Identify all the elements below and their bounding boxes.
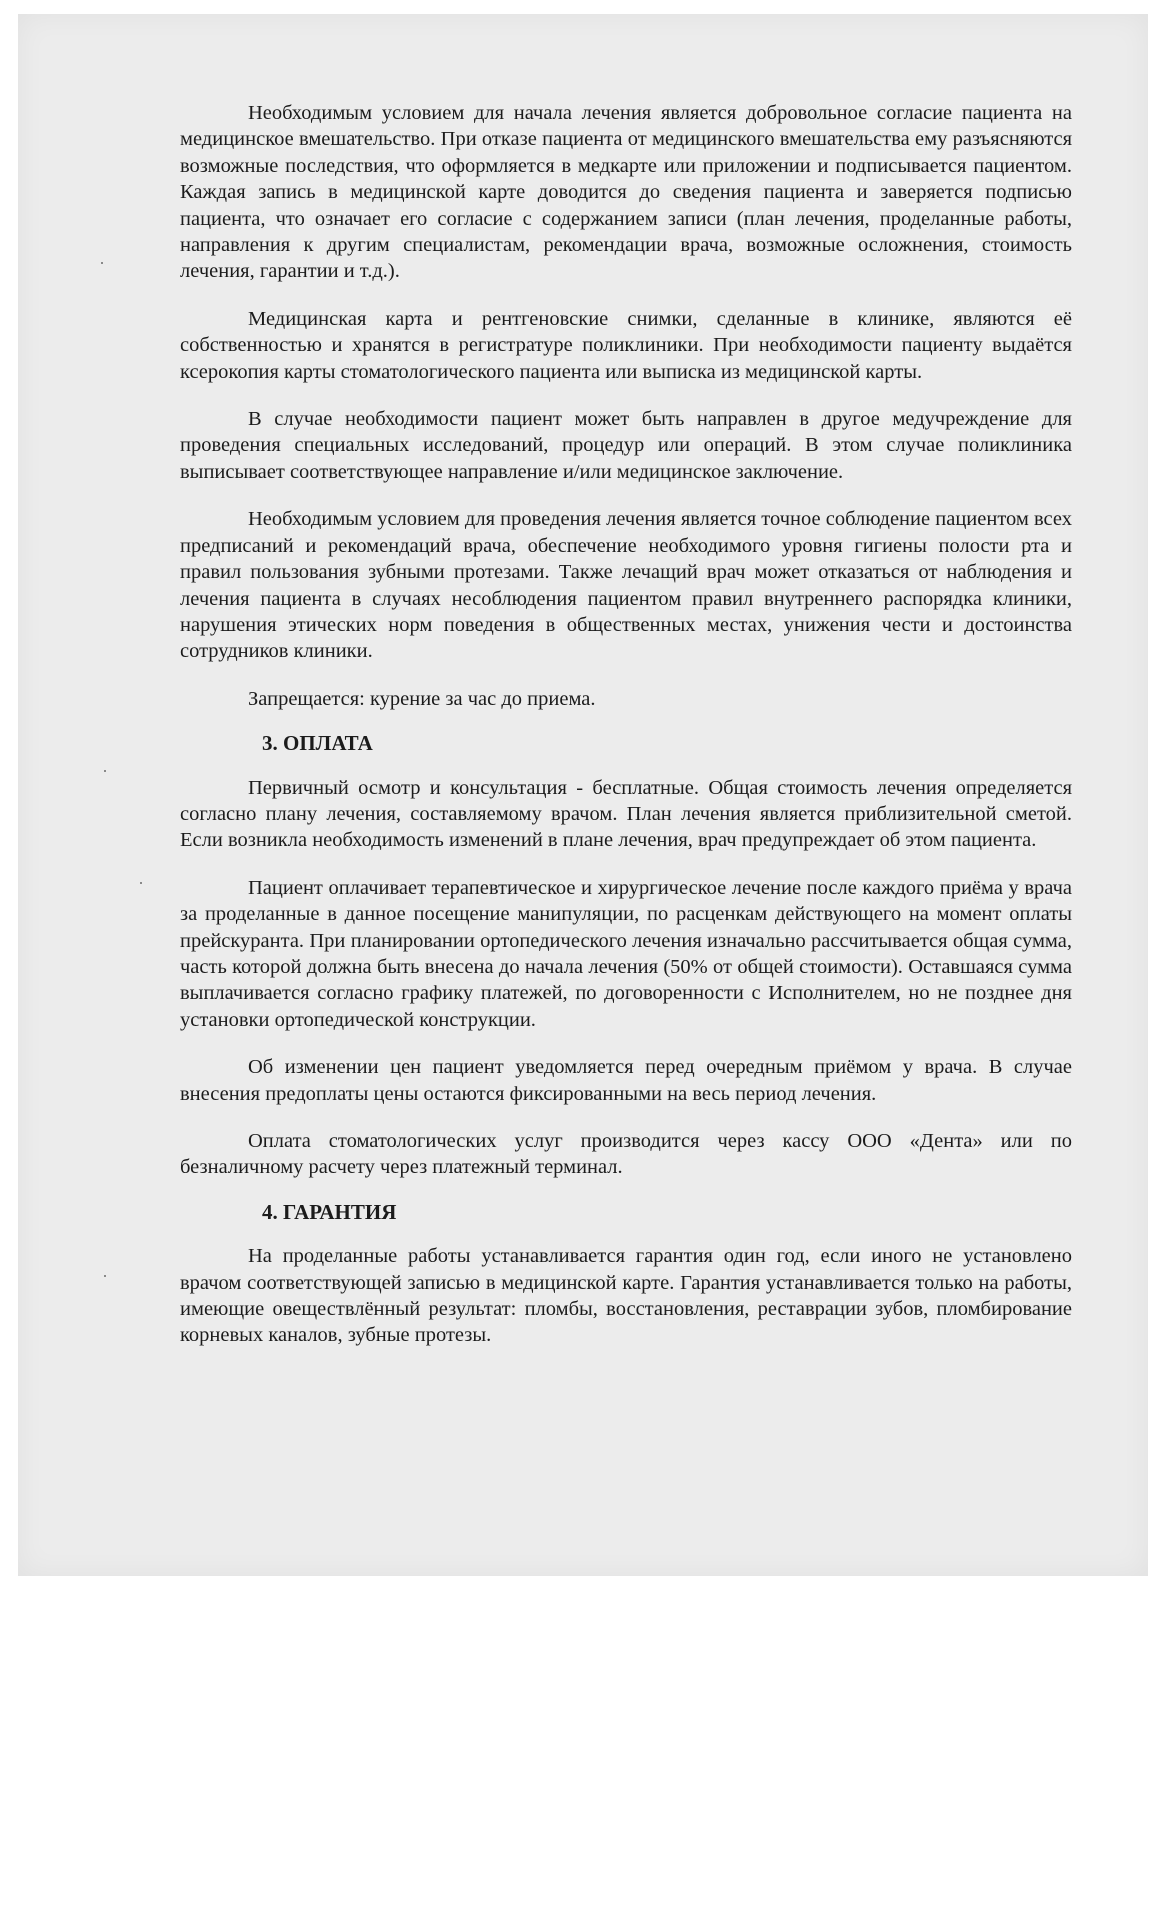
paragraph-price-changes: Об изменении цен пациент уведомляется перед очередным приёмом у врача. В случае внесения предоплаты цены остаются фиксированными на весь период лечения. xyxy=(180,1056,1072,1105)
paragraph-medical-card: Медицинская карта и рентгеновские снимки, сделанные в клинике, являются её собственностью и хранятся в регистратуре поликлиники. При необходимости пациенту выдаётся ксерокопия карты стоматологического пациента или выписка из медицинской карты. xyxy=(180,307,1072,383)
paragraph-smoking-prohibition: Запрещается: курение за час до приема. xyxy=(248,687,596,710)
scan-speck xyxy=(140,882,142,884)
paragraph-payment-procedure: Пациент оплачивает терапевтическое и хирургическое лечение после каждого приёма у врача за проделанные в данное посещение манипуляции, по расценкам действующего на момент оплаты прейскуранта. При планировании ортопедического лечения изначально рассчитывается общая сумма, часть которой должна быть внесена до начала лечения (50% от общей стоимости). Оставшаяся сумма выплачивается согласно графику платежей, по договоренности с Исполнителем, но не позднее дня установки ортопедической конструкции. xyxy=(180,876,1072,1031)
paragraph-referral: В случае необходимости пациент может быть направлен в другое медучреждение для проведения специальных исследований, процедур или операций. В этом случае поликлиника выписывает соответствующее направление и/или медицинское заключение. xyxy=(180,408,1072,483)
document-body xyxy=(180,100,1072,1370)
paragraph-payment-consultation: Первичный осмотр и консультация - бесплатные. Общая стоимость лечения определяется согласно плану лечения, составляемому врачом. План лечения является приблизительной сметой. Если возникла необходимость изменений в плане лечения, врач предупреждает об этом пациента. xyxy=(180,776,1072,852)
scan-speck xyxy=(104,770,106,772)
heading-payment: 3. ОПЛАТА xyxy=(262,731,373,756)
paragraph-payment-methods: Оплата стоматологических услуг производится через кассу ООО «Дента» или по безналичному расчету через платежный терминал. xyxy=(180,1130,1072,1179)
scan-speck xyxy=(101,262,103,264)
paragraph-warranty-terms: На проделанные работы устанавливается гарантия один год, если иного не установлено врачом соответствующей записью в медицинской карте. Гарантия устанавливается только на работы, имеющие овеществлённый результат: пломбы, восстановления, реставрации зубов, пломбирование корневых каналов, зубные протезы. xyxy=(180,1245,1072,1347)
scan-speck xyxy=(104,1275,106,1277)
paragraph-consent: Необходимым условием для начала лечения является добровольное согласие пациента на медицинское вмешательство. При отказе пациента от медицинского вмешательства ему разъясняются возможные последствия, что оформляется в медкарте или приложении и подписывается пациентом. Каждая запись в медицинской карте доводится до сведения пациента и заверяется подписью пациента, что означает его согласие с содержанием записи (план лечения, проделанные работы, направления к другим специалистам, рекомендации врача, возможные осложнения, стоимость лечения, гарантии и т.д.). xyxy=(180,102,1072,283)
heading-warranty: 4. ГАРАНТИЯ xyxy=(262,1199,397,1224)
paragraph-treatment-conditions: Необходимым условием для проведения лечения является точное соблюдение пациентом всех предписаний и рекомендаций врача, обеспечение необходимого уровня гигиены полости рта и правил пользования зубными протезами. Также лечащий врач может отказаться от наблюдения и лечения пациента в случаях несоблюдения пациентом правил внутреннего распорядка клиники, нарушения этических норм поведения в общественных местах, унижения чести и достоинства сотрудников клиники. xyxy=(180,508,1072,663)
